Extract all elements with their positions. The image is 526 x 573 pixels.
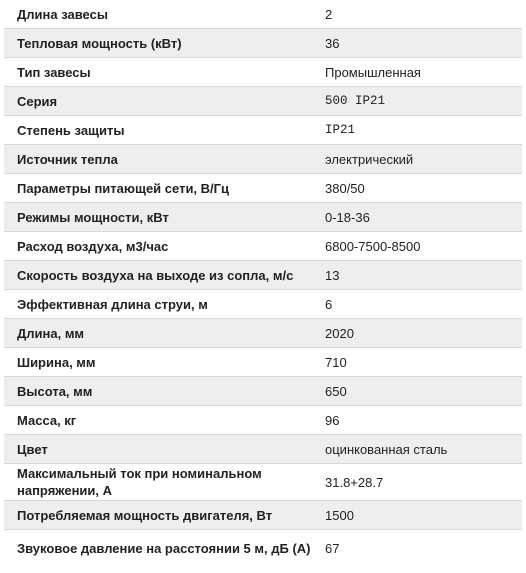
spec-row-power-modes [4,203,522,232]
spec-row-width [4,348,522,377]
spec-value: 1500 [319,501,522,530]
spec-label: Масса, кг [4,406,319,435]
spec-row-length [4,319,522,348]
spec-value: 710 [319,348,522,377]
spec-label: Цвет [4,435,319,464]
spec-row-color [4,435,522,464]
spec-value: Промышленная [319,58,522,87]
spec-label: Потребляемая мощность двигателя, Вт [4,501,319,530]
spec-label: Степень защиты [4,116,319,145]
spec-value: 2020 [319,319,522,348]
spec-row-heat-output [4,29,522,58]
spec-label: Режимы мощности, кВт [4,203,319,232]
spec-label: Длина завесы [4,0,319,29]
spec-row-weight [4,406,522,435]
spec-value: 650 [319,377,522,406]
spec-row-series [4,87,522,116]
spec-row-height [4,377,522,406]
spec-row-motor-power [4,501,522,530]
spec-row-curtain-length [4,0,522,29]
spec-label: Длина, мм [4,319,319,348]
spec-label: Скорость воздуха на выходе из сопла, м/с [4,261,319,290]
spec-row-heat-source [4,145,522,174]
spec-value: 6 [319,290,522,319]
spec-value: электрический [319,145,522,174]
spec-row-air-speed [4,261,522,290]
spec-label: Серия [4,87,319,116]
spec-label: Звуковое давление на расстоянии 5 м, дБ (А) [4,530,319,567]
specifications-table [4,0,522,566]
spec-value: 31.8+28.7 [319,464,522,501]
spec-row-jet-length [4,290,522,319]
spec-label: Источник тепла [4,145,319,174]
spec-label: Высота, мм [4,377,319,406]
spec-row-air-flow [4,232,522,261]
spec-label: Тип завесы [4,58,319,87]
spec-row-curtain-type [4,58,522,87]
spec-value: оцинкованная сталь [319,435,522,464]
spec-row-power-supply [4,174,522,203]
spec-value: 6800-7500-8500 [319,232,522,261]
spec-label: Расход воздуха, м3/час [4,232,319,261]
spec-value: 0-18-36 [319,203,522,232]
spec-value: IP21 [319,116,522,145]
spec-row-protection-degree [4,116,522,145]
spec-value: 36 [319,29,522,58]
spec-value: 500 IP21 [319,87,522,116]
spec-value: 380/50 [319,174,522,203]
spec-label: Параметры питающей сети, В/Гц [4,174,319,203]
spec-label: Тепловая мощность (кВт) [4,29,319,58]
spec-value: 67 [319,530,522,567]
spec-value: 96 [319,406,522,435]
spec-label: Эффективная длина струи, м [4,290,319,319]
specifications-body [4,0,522,566]
spec-row-sound-pressure [4,530,522,567]
spec-row-max-current [4,464,522,501]
spec-value: 2 [319,0,522,29]
spec-label: Ширина, мм [4,348,319,377]
spec-value: 13 [319,261,522,290]
spec-label: Максимальный ток при номинальном напряжении, А [4,464,319,501]
